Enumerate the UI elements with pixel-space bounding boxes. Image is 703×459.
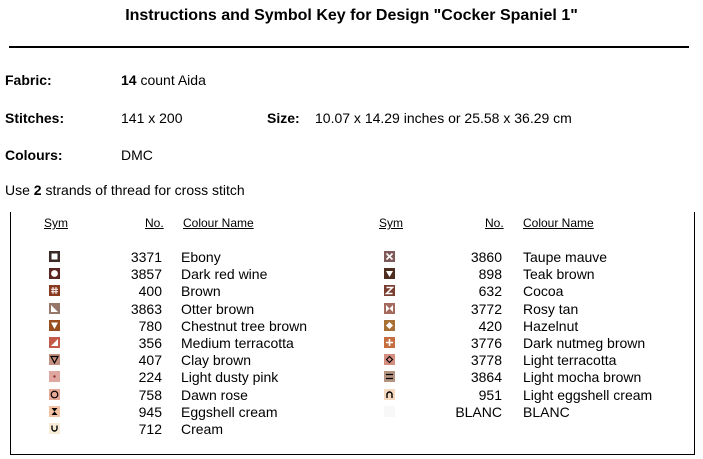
stitches-label: Stitches: bbox=[5, 110, 65, 126]
instruction-pre: Use bbox=[5, 182, 34, 198]
colour-name: Teak brown bbox=[523, 266, 595, 283]
cup-icon bbox=[49, 423, 60, 434]
key-row-right bbox=[0, 318, 703, 335]
colour-name: Taupe mauve bbox=[523, 249, 608, 265]
bars-icon bbox=[384, 371, 395, 382]
sym-header-right: Sym bbox=[379, 216, 403, 230]
colour-name: Cream bbox=[181, 421, 224, 437]
colour-number: 420 bbox=[478, 317, 502, 334]
diamond-icon bbox=[384, 320, 395, 331]
colour-name: Dark nutmeg brown bbox=[523, 335, 646, 351]
blank-icon bbox=[384, 406, 395, 417]
colour-number: 3864 bbox=[470, 369, 502, 386]
colour-number: 758 bbox=[138, 386, 162, 403]
colours-value: DMC bbox=[121, 147, 153, 163]
no-header-right: No. bbox=[485, 216, 504, 230]
key-row-right bbox=[0, 387, 703, 404]
colour-name: Light dusty pink bbox=[181, 369, 279, 386]
colour-number: 3860 bbox=[470, 249, 502, 265]
size-label: Size: bbox=[267, 110, 300, 126]
colour-number: 3371 bbox=[130, 249, 162, 265]
bowtie-icon bbox=[384, 303, 395, 314]
strand-count: 2 bbox=[33, 182, 42, 198]
colour-name: Medium terracotta bbox=[181, 335, 294, 351]
colour-name: Cocoa bbox=[523, 283, 564, 300]
fabric-count: 14 bbox=[121, 72, 137, 88]
fabric-value bbox=[121, 72, 206, 88]
outline-diamond-icon bbox=[384, 354, 395, 365]
colour-name: Ebony bbox=[181, 249, 221, 265]
arch-icon bbox=[384, 389, 395, 400]
colour-number: BLANC bbox=[455, 403, 502, 420]
colour-name-header-left: Colour Name bbox=[183, 216, 254, 230]
colour-number: 3863 bbox=[130, 300, 162, 317]
key-row-right bbox=[0, 301, 703, 318]
stitches-value: 141 x 200 bbox=[121, 110, 183, 126]
colour-name: Dawn rose bbox=[181, 386, 248, 403]
colour-name: Light mocha brown bbox=[523, 369, 642, 386]
colour-name: Light eggshell cream bbox=[523, 386, 653, 403]
colour-name: Chestnut tree brown bbox=[181, 317, 308, 334]
thread-instruction bbox=[5, 182, 245, 198]
colour-number: 400 bbox=[138, 283, 162, 300]
key-row-right bbox=[0, 249, 703, 266]
key-row-right bbox=[0, 266, 703, 283]
key-row-right bbox=[0, 352, 703, 369]
colour-name: Hazelnut bbox=[523, 317, 579, 334]
colour-name: Rosy tan bbox=[523, 300, 579, 317]
key-row-right bbox=[0, 283, 703, 300]
sym-header-left: Sym bbox=[44, 216, 68, 230]
colour-number: 3857 bbox=[130, 266, 162, 283]
x-icon bbox=[384, 251, 395, 262]
heart-icon bbox=[384, 268, 395, 279]
colour-number: 3776 bbox=[470, 335, 502, 351]
colour-number: 3772 bbox=[470, 300, 502, 317]
colour-name: Eggshell cream bbox=[181, 403, 278, 420]
fabric-label: Fabric: bbox=[5, 72, 52, 88]
colour-number: 951 bbox=[478, 386, 502, 403]
size-value: 10.07 x 14.29 inches or 25.58 x 36.29 cm bbox=[315, 110, 572, 126]
colour-name: Brown bbox=[181, 283, 221, 300]
no-header-left: No. bbox=[145, 216, 164, 230]
colour-number: 224 bbox=[138, 369, 162, 386]
plus-icon bbox=[384, 337, 395, 348]
page-title: Instructions and Symbol Key for Design "Cocker Spaniel 1" bbox=[125, 7, 578, 24]
colour-number: 356 bbox=[138, 335, 162, 351]
colour-number: 898 bbox=[478, 266, 502, 283]
colour-number: 945 bbox=[138, 403, 162, 420]
colour-name: BLANC bbox=[523, 403, 570, 420]
colour-name: Dark red wine bbox=[181, 266, 268, 283]
key-row-right bbox=[0, 335, 703, 352]
colour-name: Light terracotta bbox=[523, 352, 617, 369]
colour-name: Otter brown bbox=[181, 300, 255, 317]
z-icon bbox=[384, 285, 395, 296]
key-row-left bbox=[0, 421, 703, 438]
colour-number: 780 bbox=[138, 317, 162, 334]
colour-name: Clay brown bbox=[181, 352, 252, 369]
colour-number: 407 bbox=[138, 352, 162, 369]
colour-number: 712 bbox=[138, 421, 162, 437]
colour-number: 3778 bbox=[470, 352, 502, 369]
colour-name-header-right: Colour Name bbox=[523, 216, 594, 230]
fabric-type: count Aida bbox=[136, 72, 206, 88]
key-row-right bbox=[0, 369, 703, 386]
colour-number: 632 bbox=[478, 283, 502, 300]
instruction-post: strands of thread for cross stitch bbox=[41, 182, 245, 198]
key-row-right bbox=[0, 404, 703, 421]
title-divider bbox=[9, 46, 689, 48]
colours-label: Colours: bbox=[5, 147, 63, 163]
